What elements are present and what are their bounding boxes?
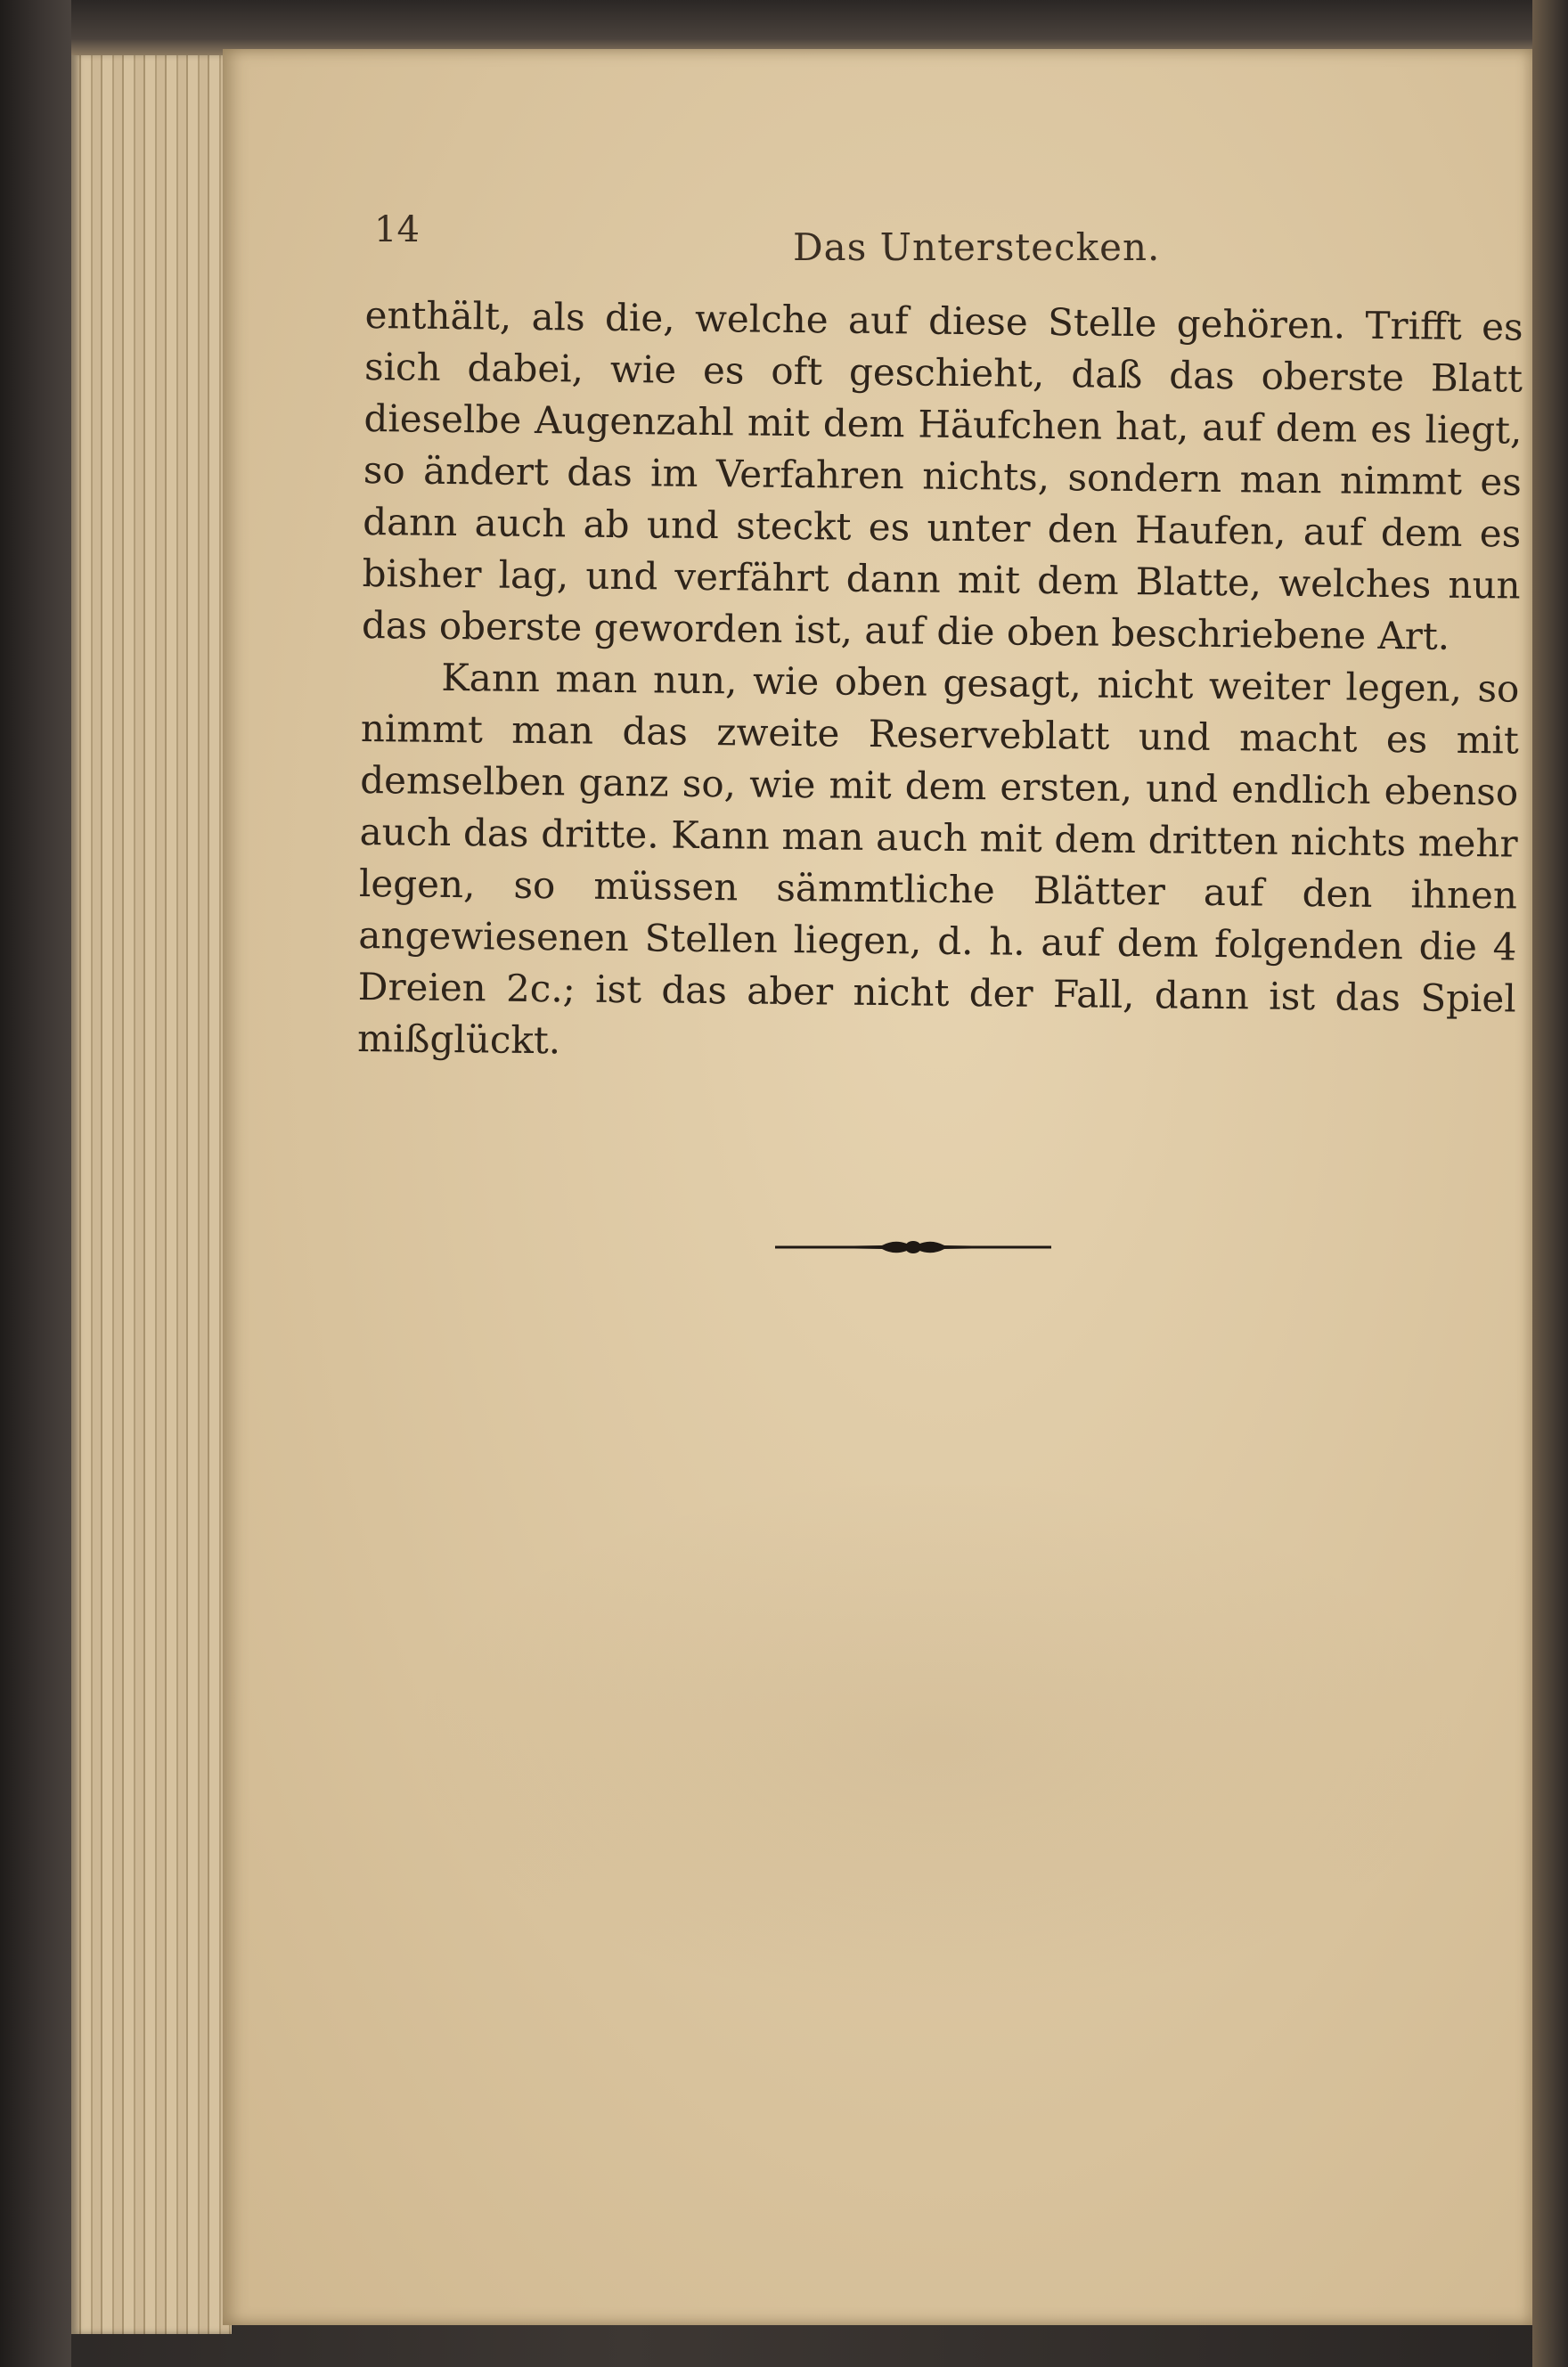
top-edge: [71, 0, 1532, 55]
paragraph-2: Kann man nun, wie oben gesagt, nicht weiter legen, so nimmt man das zweite Reserveblatt und macht es mit demselben ganz so, wie mit dem ersten, und endlich ebenso auch das dritte. Kann man auch mit dem dritten nichts mehr legen, so müssen sämmtliche Blätter auf den ihnen angewiesenen Stellen liegen, d. h. auf dem folgenden die 4 Dreien 2c.; ist das aber nicht der Fall, dann ist das Spiel mißglückt.: [356, 655, 1520, 1063]
ornament-divider: [775, 1234, 1051, 1261]
page-header: [374, 165, 1488, 269]
paragraph-1: enthält, als die, welche auf diese Stelle gehören. Trifft es sich dabei, wie es oft geschieht, daß das oberste Blatt dieselbe Augenzahl mit dem Häufchen hat, auf dem es liegt, so ändert das im Verfahren nichts, sondern man nimmt es dann auch ab und steckt es unter den Haufen, auf dem es bisher lag, und verfährt dann mit dem Blatte, welches nun das oberste geworden ist, auf die oben beschriebene Art.: [361, 292, 1523, 658]
body-text: [357, 290, 1523, 1077]
page-edges: [71, 53, 232, 2334]
book-cover-edge: [0, 0, 71, 2367]
running-title: Das Unterstecken.: [793, 225, 1161, 269]
book-page: [223, 49, 1532, 2325]
paper-stain: [401, 1474, 1470, 2009]
page-number: 14: [374, 209, 420, 250]
spine-edge: [1532, 0, 1568, 2367]
